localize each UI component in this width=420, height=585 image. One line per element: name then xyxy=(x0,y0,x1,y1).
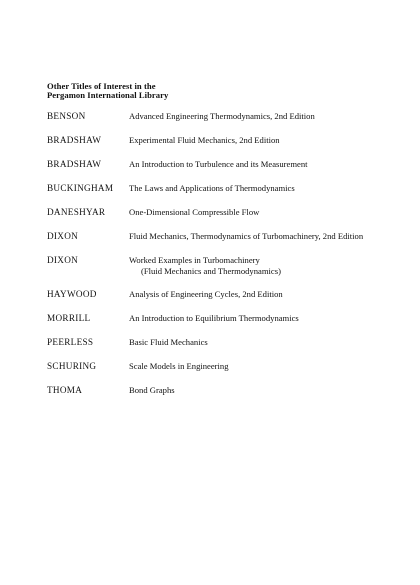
author-name: BENSON xyxy=(47,111,86,121)
book-title: Analysis of Engineering Cycles, 2nd Edition xyxy=(129,289,283,299)
book-subtitle: (Fluid Mechanics and Thermodynamics) xyxy=(141,266,281,276)
author-name: BUCKINGHAM xyxy=(47,183,114,193)
author-name: DANESHYAR xyxy=(47,207,106,217)
heading-line-2: Pergamon International Library xyxy=(47,90,169,100)
book-title: One-Dimensional Compressible Flow xyxy=(129,207,260,217)
author-name: MORRILL xyxy=(47,313,91,323)
book-title: Scale Models in Engineering xyxy=(129,361,229,371)
book-title: Experimental Fluid Mechanics, 2nd Edition xyxy=(129,135,280,145)
book-title: An Introduction to Turbulence and its Measurement xyxy=(129,159,308,169)
author-name: DIXON xyxy=(47,255,79,265)
author-name: PEERLESS xyxy=(47,337,94,347)
book-title: Advanced Engineering Thermodynamics, 2nd Edition xyxy=(129,111,315,121)
author-name: BRADSHAW xyxy=(47,135,102,145)
book-title: Fluid Mechanics, Thermodynamics of Turbomachinery, 2nd Edition xyxy=(129,231,364,241)
author-name: THOMA xyxy=(47,385,83,395)
author-name: DIXON xyxy=(47,231,79,241)
book-title: An Introduction to Equilibrium Thermodynamics xyxy=(129,313,299,323)
book-title: Worked Examples in Turbomachinery xyxy=(129,255,260,265)
book-title: The Laws and Applications of Thermodynamics xyxy=(129,183,295,193)
book-title: Bond Graphs xyxy=(129,385,175,395)
list-heading xyxy=(47,82,168,100)
book-title: Basic Fluid Mechanics xyxy=(129,337,208,347)
author-name: HAYWOOD xyxy=(47,289,97,299)
author-name: SCHURING xyxy=(47,361,97,371)
author-name: BRADSHAW xyxy=(47,159,102,169)
heading-line-1: Other Titles of Interest in the xyxy=(47,81,156,91)
